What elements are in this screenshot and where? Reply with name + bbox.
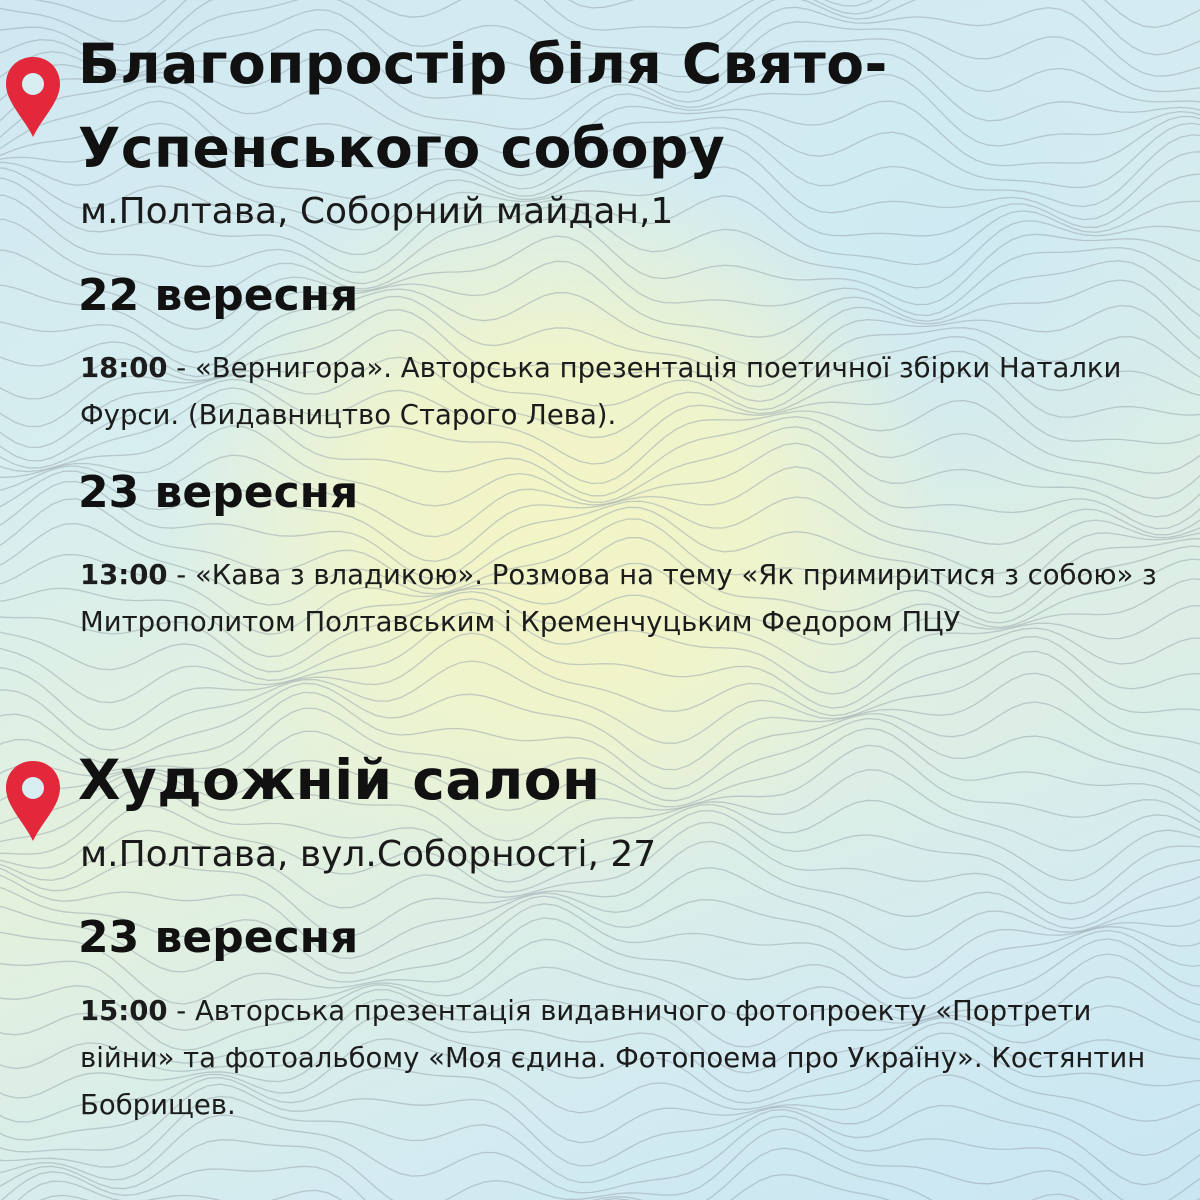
venue-title-line: Успенського собору — [78, 116, 726, 180]
event-time: 15:00 — [80, 995, 168, 1027]
map-pin-icon — [2, 54, 64, 140]
event-date: 23 вересня — [78, 467, 359, 518]
event-item — [80, 552, 1180, 646]
event-description: - «Вернигора». Авторська презентація поетичної збірки Наталки Фурси. (Видавництво Старого Лева). — [80, 352, 1122, 431]
event-time: 18:00 — [80, 352, 168, 384]
venue-title-line: Художній салон — [78, 748, 601, 812]
event-date: 22 вересня — [78, 270, 359, 321]
event-time: 13:00 — [80, 559, 168, 591]
event-item — [80, 345, 1180, 439]
venue-address: м.Полтава, Соборний майдан,1 — [80, 191, 674, 232]
map-pin-icon — [2, 758, 64, 844]
venue-address: м.Полтава, вул.Соборності, 27 — [80, 834, 657, 875]
event-date: 23 вересня — [78, 912, 359, 963]
event-description: - Авторська презентація видавничого фотопроекту «Портрети війни» та фотоальбому «Моя єдина. Фотопоема про Україну». Костянтин Бобрищев. — [80, 995, 1146, 1121]
venue-title-line: Благопростір біля Свято- — [78, 32, 888, 96]
event-item — [80, 988, 1180, 1129]
event-description: - «Кава з владикою». Розмова на тему «Як примиритися з собою» з Митрополитом Полтавським і Кременчуцьким Федором ПЦУ — [80, 559, 1157, 638]
